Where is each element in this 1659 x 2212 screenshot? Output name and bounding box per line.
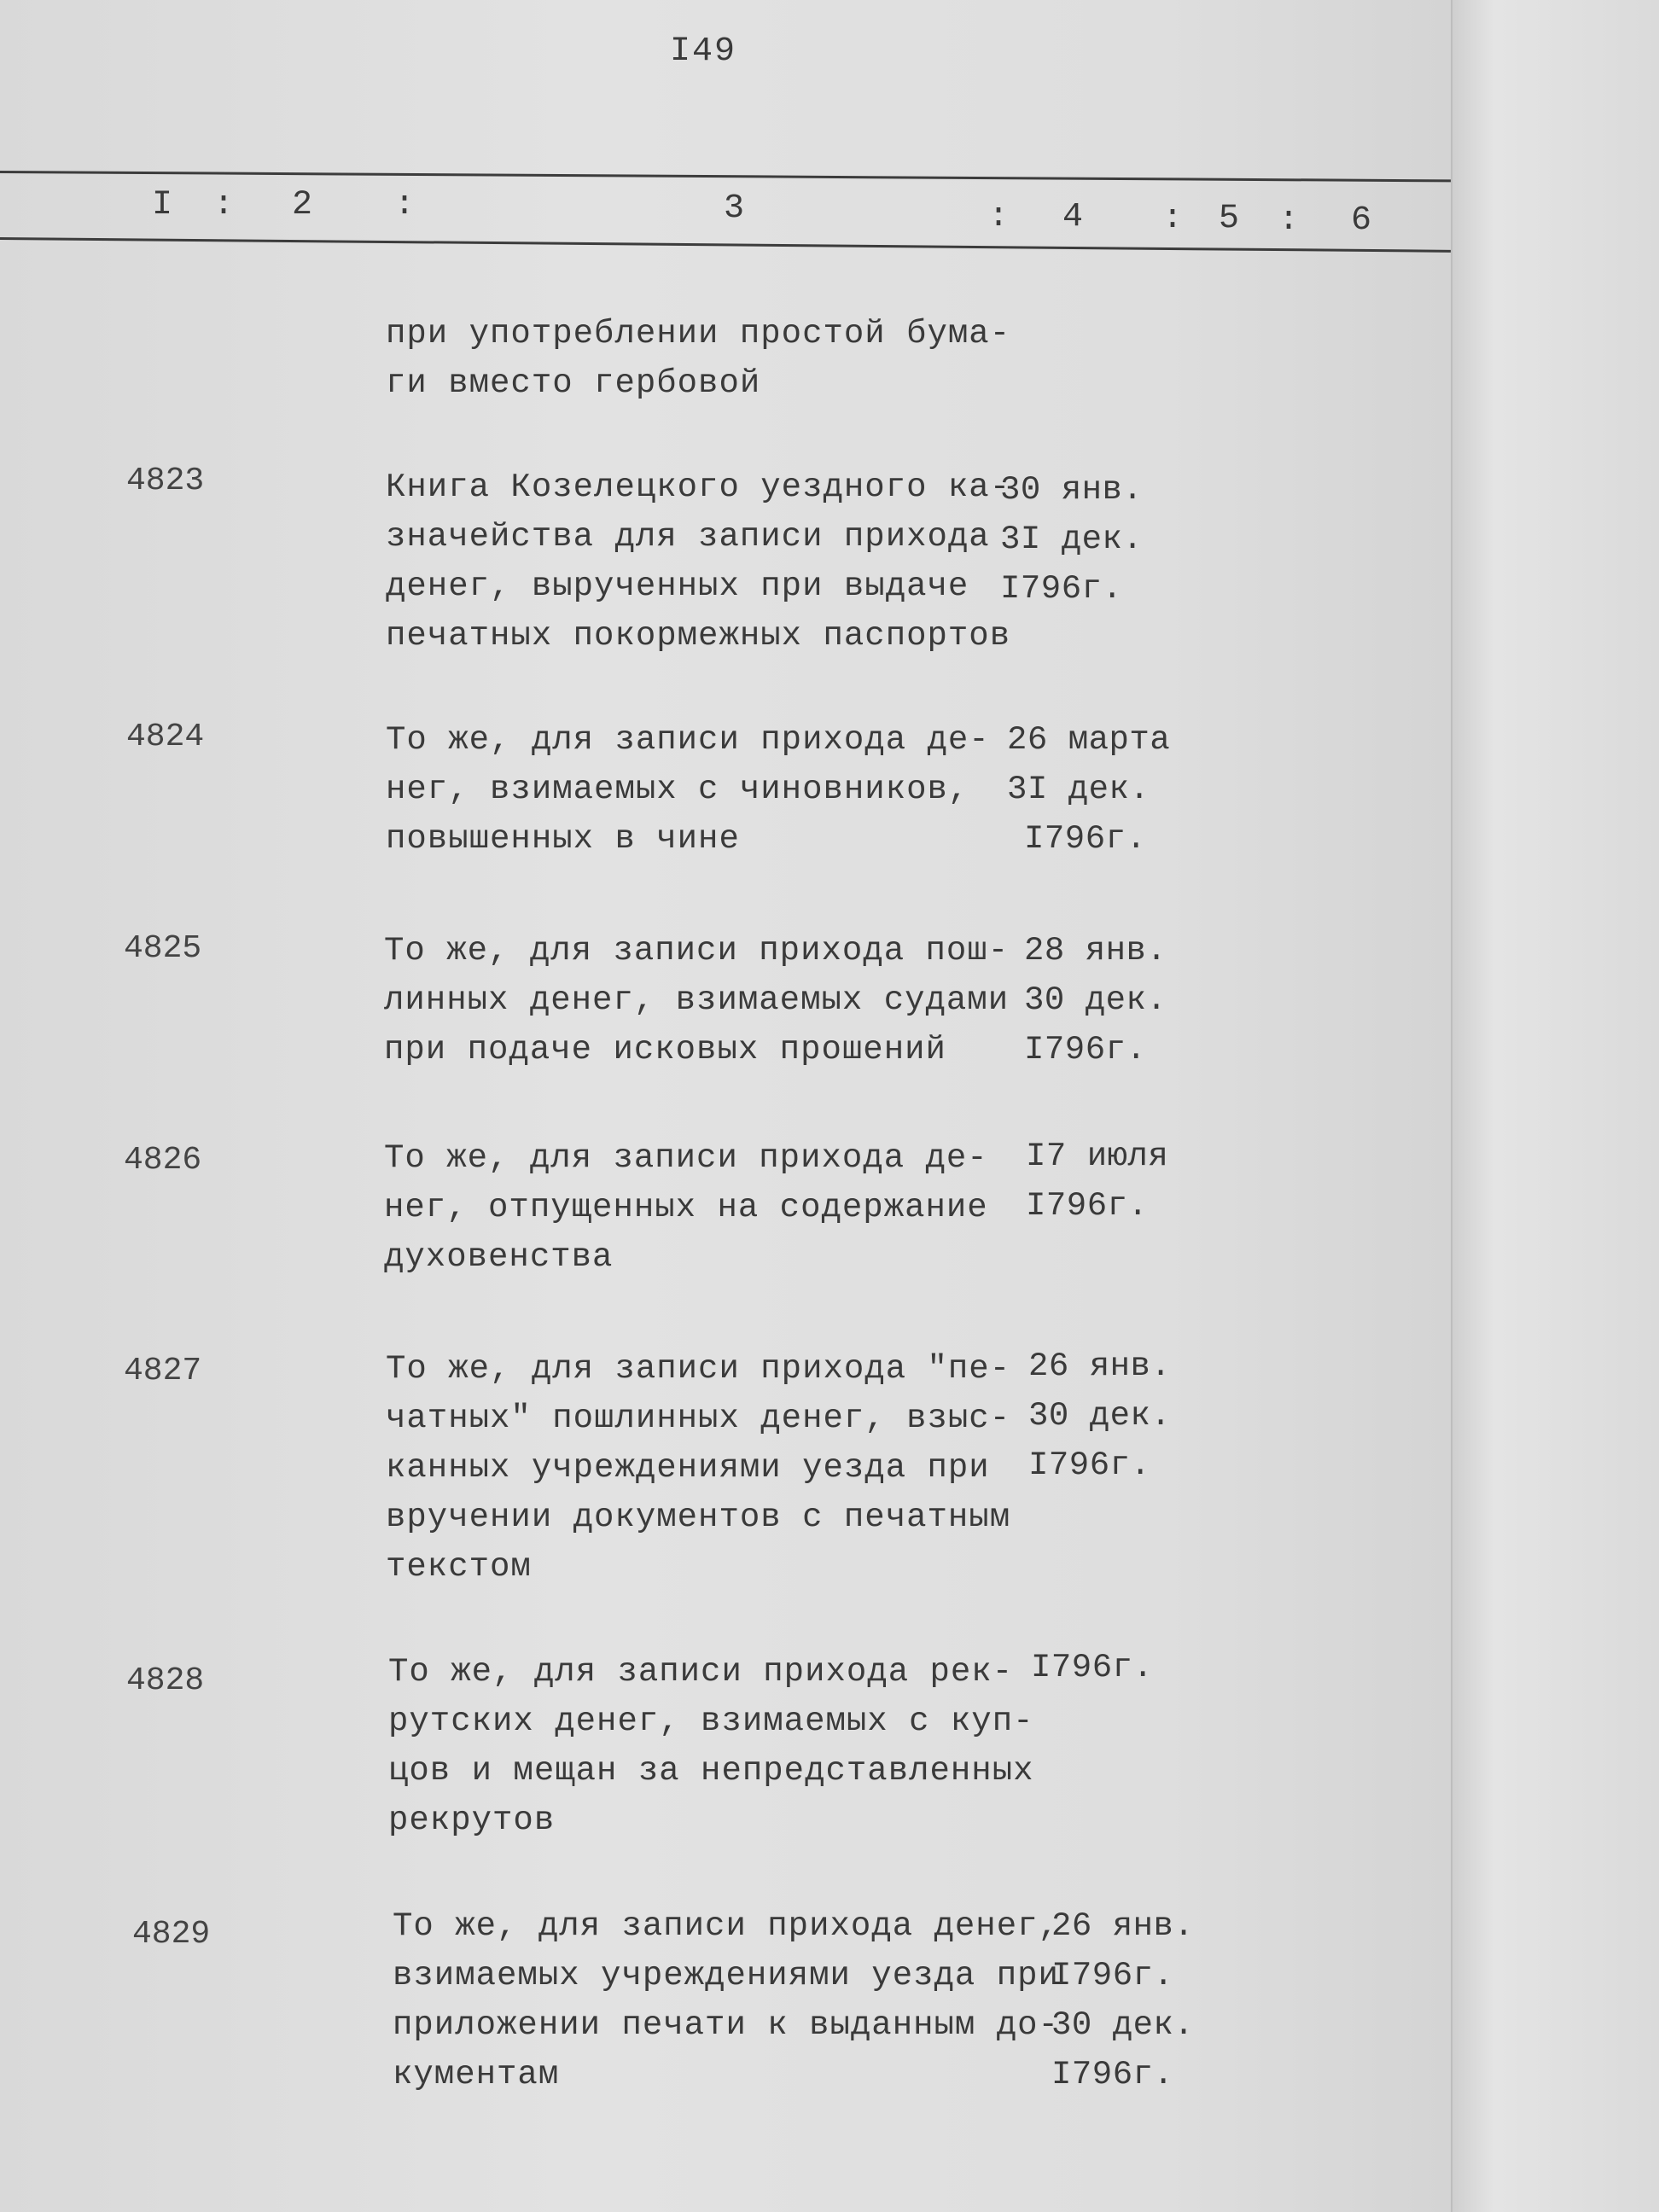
entry-dates xyxy=(1031,1643,1153,1692)
entry-number: 4827 xyxy=(124,1353,202,1389)
desc-line: печатных покормежных паспортов xyxy=(386,617,1011,655)
entry-description xyxy=(386,463,1010,661)
date-line: 30 дек. xyxy=(1051,2006,1195,2044)
desc-line: То же, для записи прихода денег, xyxy=(393,1907,1059,1945)
desc-line: То же, для записи прихода де- xyxy=(386,721,990,759)
entry-dates xyxy=(1024,926,1167,1074)
date-line: I796г. xyxy=(1000,570,1123,608)
entry-dates xyxy=(1000,465,1143,614)
entry-description xyxy=(384,1133,988,1282)
column-header-1: I xyxy=(152,186,173,224)
column-header-5: 5 xyxy=(1219,200,1240,238)
column-separator: : xyxy=(1162,200,1184,238)
desc-line: То же, для записи прихода пош- xyxy=(384,932,1010,969)
entry-number: 4829 xyxy=(132,1916,211,1953)
desc-line: при употреблении простой бума- xyxy=(386,315,1011,352)
date-line: I796г. xyxy=(1051,1957,1174,1994)
desc-line: Книга Козелецкого уездного ка- xyxy=(386,469,1011,506)
desc-line: ги вместо гербовой xyxy=(386,364,761,402)
desc-line: рутских денег, взимаемых с куп- xyxy=(388,1703,1034,1740)
entry-description xyxy=(388,1647,1034,1845)
date-line: I7 июля xyxy=(1026,1138,1169,1175)
desc-line: цов и мещан за непредставленных xyxy=(388,1752,1034,1790)
column-separator: : xyxy=(394,186,416,224)
entry-description xyxy=(384,926,1009,1074)
entry-dates xyxy=(1007,715,1170,864)
date-line: I796г. xyxy=(1051,2056,1174,2093)
desc-line: То же, для записи прихода де- xyxy=(384,1139,988,1177)
date-line: 28 янв. xyxy=(1024,932,1167,969)
desc-line: при подаче исковых прошений xyxy=(384,1031,946,1068)
entry-number: 4824 xyxy=(126,719,205,755)
entry-dates xyxy=(1026,1132,1168,1231)
date-line: 26 янв. xyxy=(1028,1348,1172,1385)
date-line: 3I дек. xyxy=(1007,771,1150,808)
desc-line: текстом xyxy=(386,1548,532,1586)
desc-line: кументам xyxy=(393,2056,560,2093)
desc-line: духовенства xyxy=(384,1238,614,1276)
date-line: I796г. xyxy=(1024,820,1147,858)
desc-line: нег, взимаемых с чиновников, xyxy=(386,771,969,808)
desc-line: чатных" пошлинных денег, взыс- xyxy=(386,1400,1011,1437)
date-line: 30 дек. xyxy=(1024,981,1167,1019)
desc-line: приложении печати к выданным до- xyxy=(393,2006,1059,2044)
date-line: I796г. xyxy=(1028,1447,1151,1484)
desc-line: вручении документов с печатным xyxy=(386,1499,1011,1536)
desc-line: То же, для записи прихода "пе- xyxy=(386,1350,1011,1388)
desc-line: То же, для записи прихода рек- xyxy=(388,1653,1014,1691)
entry-number: 4825 xyxy=(124,930,202,967)
continuation-text xyxy=(386,309,1010,408)
column-separator: : xyxy=(213,186,235,224)
date-line: 30 дек. xyxy=(1028,1397,1172,1435)
entry-number: 4823 xyxy=(126,463,205,499)
desc-line: нег, отпущенных на содержание xyxy=(384,1189,988,1226)
date-line: I796г. xyxy=(1024,1031,1147,1068)
date-line: 3I дек. xyxy=(1000,521,1144,558)
column-separator: : xyxy=(1278,201,1300,240)
desc-line: повышенных в чине xyxy=(386,820,740,858)
entry-description xyxy=(386,1344,1010,1592)
date-line: I796г. xyxy=(1026,1187,1149,1225)
date-line: 26 марта xyxy=(1007,721,1171,759)
page-edge-shadow xyxy=(1451,0,1659,2212)
column-separator: : xyxy=(988,198,1010,236)
entry-description xyxy=(393,1901,1059,2099)
column-header-4: 4 xyxy=(1062,198,1084,236)
entry-dates xyxy=(1051,1901,1194,2099)
desc-line: денег, вырученных при выдаче xyxy=(386,568,969,605)
entry-dates xyxy=(1028,1342,1171,1490)
desc-line: канных учреждениями уезда при xyxy=(386,1449,990,1487)
desc-line: значейства для записи прихода xyxy=(386,518,990,556)
desc-line: взимаемых учреждениями уезда при xyxy=(393,1957,1059,1994)
column-header-6: 6 xyxy=(1351,201,1372,240)
column-header-3: 3 xyxy=(724,189,745,228)
desc-line: линных денег, взимаемых судами xyxy=(384,981,1010,1019)
column-header-2: 2 xyxy=(292,186,313,224)
entry-number: 4826 xyxy=(124,1142,202,1179)
date-line: I796г. xyxy=(1031,1649,1154,1686)
date-line: 26 янв. xyxy=(1051,1907,1195,1945)
date-line: 30 янв. xyxy=(1000,471,1144,509)
desc-line: рекрутов xyxy=(388,1802,556,1839)
entry-description xyxy=(386,715,990,864)
page-number: I49 xyxy=(670,32,737,71)
entry-number: 4828 xyxy=(126,1662,205,1699)
